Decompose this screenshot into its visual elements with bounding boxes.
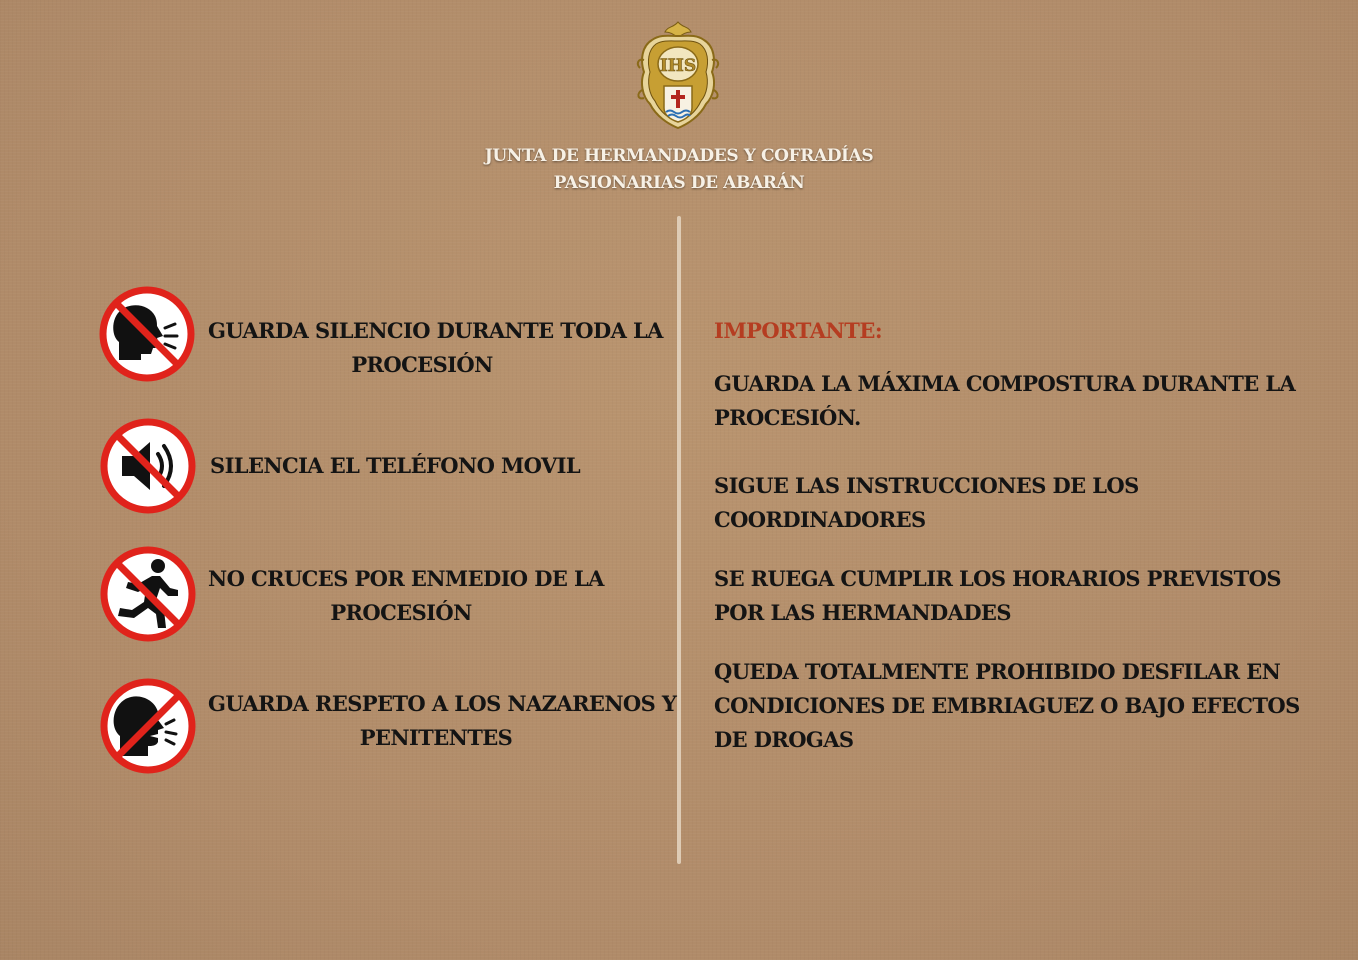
important-item <box>714 655 1314 757</box>
rule-text-line1: NO CRUCES POR ENMEDIO DE LA <box>208 566 604 591</box>
column-divider <box>677 216 681 864</box>
rule-item <box>208 562 604 630</box>
important-heading: IMPORTANTE: <box>714 318 883 343</box>
important-item <box>714 562 1314 630</box>
rule-text-line2: PENITENTES <box>359 725 513 750</box>
brotherhood-crest-logo <box>636 20 720 132</box>
important-item <box>714 469 1314 537</box>
rule-text-line1: GUARDA RESPETO A LOS NAZARENOS Y <box>208 691 677 716</box>
important-item-line1: SE RUEGA CUMPLIR LOS HORARIOS PREVISTOS <box>714 566 1281 591</box>
important-item-line2: PROCESIÓN. <box>714 405 861 430</box>
organization-title-line2: PASIONARIAS DE ABARÁN <box>553 173 805 193</box>
important-item-line1: SIGUE LAS INSTRUCCIONES DE LOS <box>714 473 1139 498</box>
rule-item <box>208 687 677 755</box>
important-item-line2: COORDINADORES <box>714 507 926 532</box>
important-item-line2: POR LAS HERMANDADES <box>714 600 1011 625</box>
rule-item <box>210 449 580 483</box>
rule-item <box>208 314 663 382</box>
important-item-line3: DE DROGAS <box>714 727 854 752</box>
rule-text-line2: PROCESIÓN <box>351 352 493 377</box>
rule-text-line1: SILENCIA EL TELÉFONO MOVIL <box>210 453 581 478</box>
no-talking-icon <box>97 284 197 384</box>
important-item-line2: CONDICIONES DE EMBRIAGUEZ O BAJO EFECTOS <box>714 693 1300 718</box>
organization-title-line1: JUNTA DE HERMANDADES Y COFRADÍAS <box>484 146 874 166</box>
crest-monogram <box>660 56 696 76</box>
rule-text-line1: GUARDA SILENCIO DURANTE TODA LA <box>208 318 663 343</box>
rule-text-line2: PROCESIÓN <box>330 600 472 625</box>
svg-text:IHS: IHS <box>659 56 697 76</box>
no-sound-icon <box>98 416 198 516</box>
important-item-line1: QUEDA TOTALMENTE PROHIBIDO DESFILAR EN <box>714 659 1281 684</box>
no-shouting-icon <box>98 676 198 776</box>
no-crossing-icon <box>98 544 198 644</box>
important-item <box>714 367 1314 435</box>
organization-title <box>379 143 979 197</box>
important-item-line1: GUARDA LA MÁXIMA COMPOSTURA DURANTE LA <box>714 371 1296 396</box>
